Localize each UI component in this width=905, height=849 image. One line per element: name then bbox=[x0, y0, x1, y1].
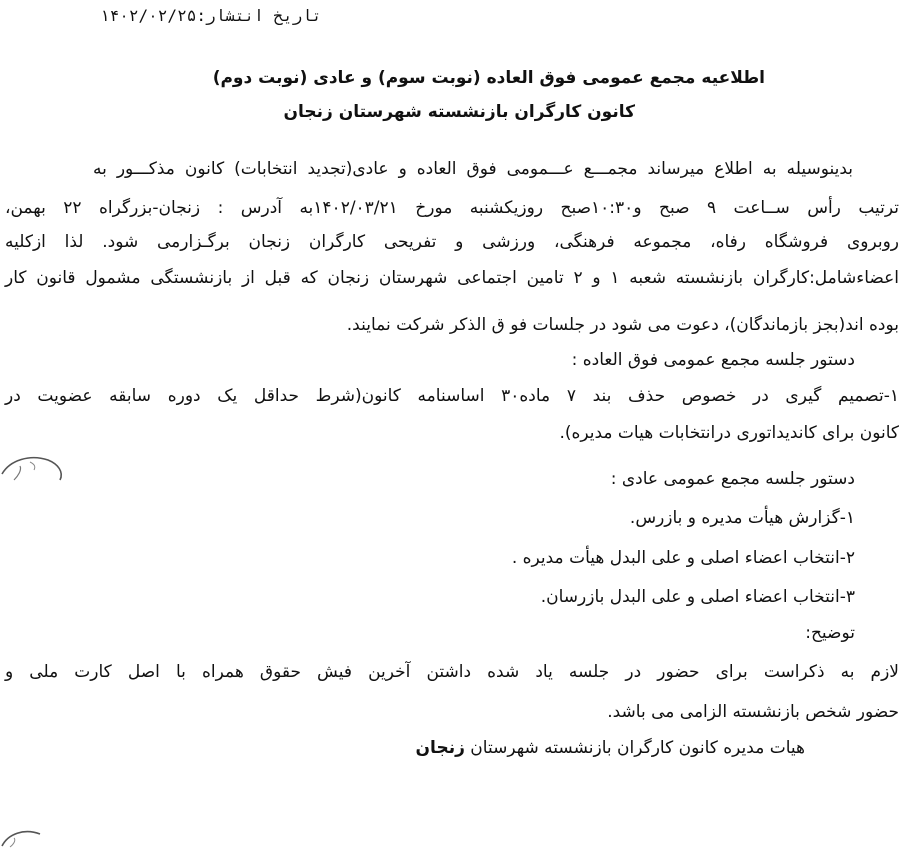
ordinary-agenda-item: ۱-گزارش هیأت مدیره و بازرس. bbox=[629, 508, 855, 528]
signature-city: زنجان bbox=[415, 738, 465, 758]
ordinary-agenda-heading: دستور جلسه مجمع عمومی عادی : bbox=[610, 469, 855, 489]
ordinary-agenda-item: ۳-انتخاب اعضاء اصلی و علی البدل بازرسان. bbox=[540, 587, 855, 607]
body-line-4: اعضاءشامل:کارگران بازنشسته شعبه ۱ و ۲ تامین اجتماعی شهرستان زنجان که قبل از بازنشستگی مشمول قانون کار bbox=[5, 268, 899, 288]
body-line-3: روبروی فروشگاه رفاه، مجموعه فرهنگی، ورزشی و تفریحی کارگران زنجان برگـزارمی شود. لذا ازکلیه bbox=[5, 232, 899, 252]
extraordinary-agenda-item-1-line-2: کانون برای کاندیداتوری درانتخابات هیات مدیره). bbox=[559, 423, 899, 443]
scan-hole-punch-mark-lower bbox=[0, 826, 50, 849]
signature bbox=[416, 736, 805, 760]
note-line-2: حضور شخص بازنشسته الزامی می باشد. bbox=[607, 702, 899, 722]
ordinary-agenda-item: ۲-انتخاب اعضاء اصلی و علی البدل هیأت مدیره . bbox=[511, 548, 855, 568]
announcement-title: اطلاعیه مجمع عمومی فوق العاده (نوبت سوم) و عادی (نوبت دوم) bbox=[212, 68, 765, 88]
extraordinary-agenda-heading: دستور جلسه مجمع عمومی فوق العاده : bbox=[571, 350, 855, 370]
body-line-1: بدینوسیله به اطلاع میرساند مجمـــع عـــمومی فوق العاده و عادی(تجدید انتخابات) کانون مذکـــور به bbox=[93, 159, 853, 179]
body-line-2: ترتیب رأس ســاعت ۹ صبح و۱۰:۳۰صبح روزیکشنبه مورخ ۱۴۰۲/۰۳/۲۱به آدرس : زنجان-بزرگراه ۲۲ بهمن، bbox=[5, 198, 899, 218]
signature-text: هیات مدیره کانون کارگران بازنشسته شهرستان bbox=[470, 738, 805, 758]
organization-name: کانون کارگران بازنشسته شهرستان زنجان bbox=[283, 102, 635, 122]
scan-hole-punch-mark-upper bbox=[0, 452, 70, 492]
note-line-1: لازم به ذکراست برای حضور در جلسه یاد شده داشتن آخرین فیش حقوق همراه با اصل کارت ملی و bbox=[5, 662, 899, 682]
note-heading: توضیح: bbox=[805, 623, 855, 643]
publish-date: تاریخ انتشار:۱۴۰۲/۰۲/۲۵ bbox=[100, 6, 322, 25]
extraordinary-agenda-item-1-line-1: ۱-تصمیم گیری در خصوص حذف بند ۷ ماده۳۰ اساسنامه کانون(شرط حداقل یک دوره سابقه عضویت در bbox=[5, 386, 899, 406]
body-line-5: بوده اند(بجز بازماندگان)، دعوت می شود در جلسات فو ق الذکر شرکت نمایند. bbox=[346, 315, 899, 335]
